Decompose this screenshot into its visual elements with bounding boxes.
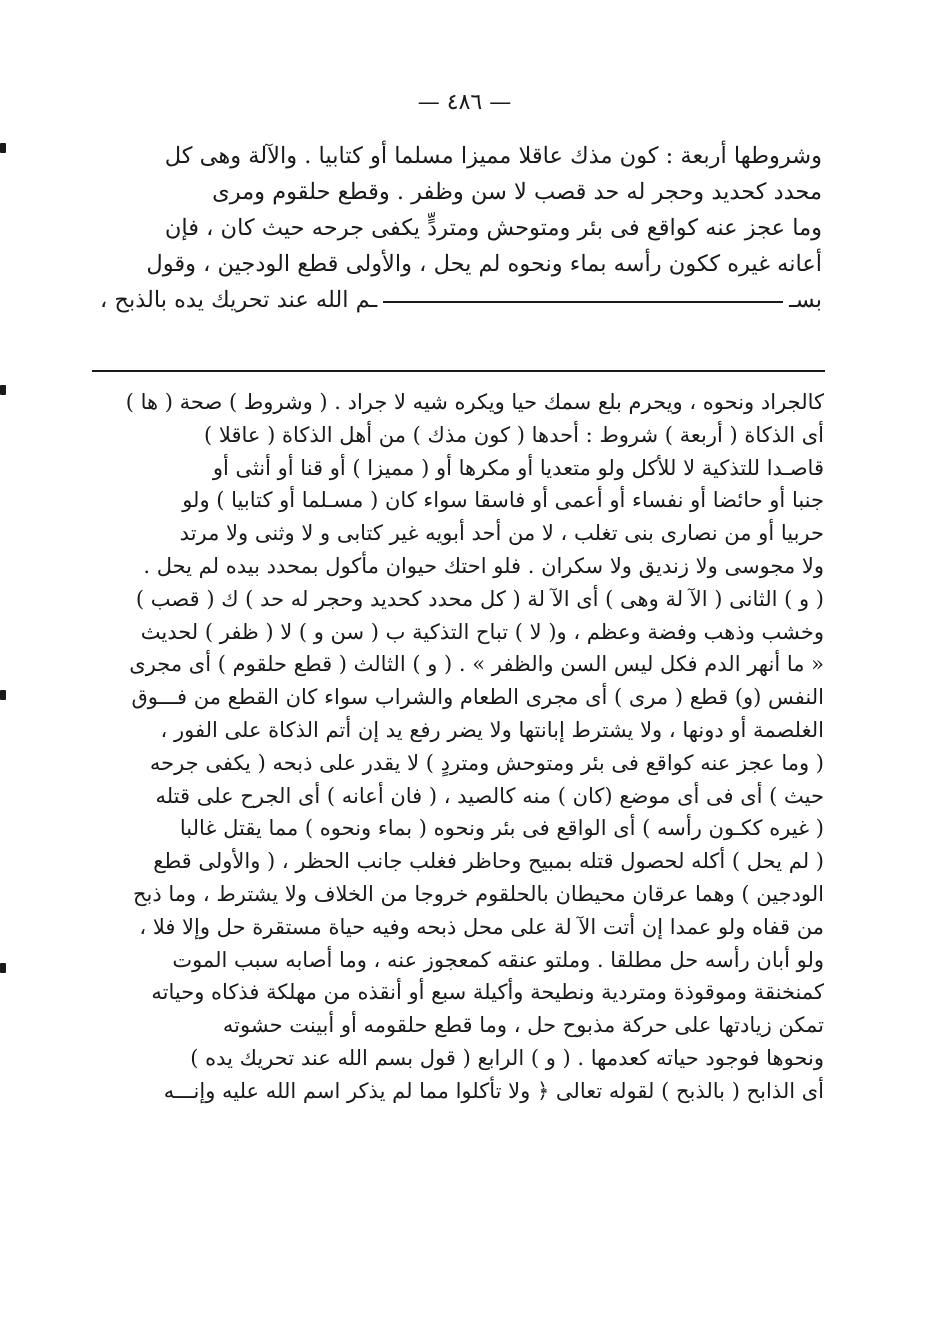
sharh-line: تمكن زيادتها على حركة مذبوح حل ، وما قطع حلقومه أو أبينت حشوته [222,1013,824,1038]
matn-line: أعانه غيره ككون رأسه بماء ونحوه لم يحل ، والأولى قطع الودجين ، وقول [146,251,822,277]
basmala-start: بسـ [789,287,822,313]
sharh-line: قاصـدا للتذكية لا للأكل ولو متعديا أو مكرها أو ( مميزا ) أو قنا أو أنثى أو [212,455,824,480]
sharh-line: جنبا أو حائضا أو نفساء أو أعمى أو فاسقا سواء كان ( مسـلما أو كتابيا ) ولو [182,488,824,513]
sharh-line: حربيا أو من نصارى بنى تغلب ، لا من أحد أبويه غير كتابى و لا وثنى ولا مرتد [179,521,824,546]
margin-binding-mark [0,963,6,973]
sharh-line: وخشب وذهب وفضة وعظم ، و( لا ) تباح التذكية ب ( سن و ) لا ( ظفر ) لحديث [140,619,824,644]
margin-binding-mark [0,690,6,700]
section-divider [92,370,825,372]
sharh-line: ونحوها فوجود حياته كعدمها . ( و ) الرابع ( قول بسم الله عند تحريك يده ) [190,1045,824,1070]
sharh-line: ( و ) الثانى ( الآ لة وهى ) أى الآ لة ( كل محدد كحديد وحجر له حد ) ك ( قصب ) [135,586,824,611]
basmala-end: ـم الله عند تحريك يده بالذبح ، [100,287,378,313]
sharh-line: أى الذابح ( بالذبح ) لقوله تعالى ﴿ ولا تأكلوا مما لم يذكر اسم الله عليه وإنـــه [163,1078,824,1103]
sharh-line: الودجين ) وهما عرقان محيطان بالحلقوم خروجا من الخلاف ولا يشترط ، وما ذبح [132,881,824,906]
sharh-text [96,386,824,1108]
sharh-line: الغلصمة أو دونها ، ولا يشترط إبانتها ولا يضر رفع يد إن أتم الذكاة على الفور ، [160,717,824,742]
sharh-line: حيث ) أى فى أى موضع (كان ) منه كالصيد ، ( فان أعانه ) أى الجرح على قتله [155,783,824,808]
matn-text [100,138,822,318]
sharh-line: ( وما عجز عنه كواقع فى بئر ومتوحش ومتردٍ ) لا يقدر على ذبحه ( يكفى جرحه [149,750,824,775]
sharh-line: ( لم يحل ) أكله لحصول قتله بمبيح وحاظر فغلب جانب الحظر ، ( والأولى قطع [153,849,824,874]
margin-binding-mark [0,385,6,395]
sharh-line: ولو أبان رأسه حل مطلقا . وملتو عنقه كمعجوز عنه ، وما أصابه سبب الموت [172,947,824,972]
sharh-line: النفس (و) قطع ( مرى ) أى مجرى الطعام والشراب سواء كان القطع من فـــوق [131,685,824,710]
sharh-line: كالجراد ونحوه ، ويحرم بلع سمك حيا ويكره شيه لا جراد . ( وشروط ) صحة ( ها ) [125,390,824,414]
sharh-line: ( غيره ككـون رأسه ) أى الواقع فى بئر ونحوه ( بماء ونحوه ) مما يقتل غالبا [179,816,824,841]
sharh-line: ولا مجوسى ولا زنديق ولا سكران . فلو احتك حيوان مأكول بمحدد بيده لم يحل . [143,553,824,578]
page-number: — ٤٨٦ — [417,90,512,115]
sharh-line: « ما أنهر الدم فكل ليس السن والظفر » . ( و ) الثالث ( قطع حلقوم ) أى مجرى [129,652,824,677]
matn-line: وما عجز عنه كواقع فى بئر ومتوحش ومتردٍّ يكفى جرحه حيث كان ، فإن [164,215,822,241]
sharh-line: أى الذكاة ( أربعة ) شروط : أحدها ( كون مذك ) من أهل الذكاة ( عاقلا ) [204,422,824,447]
matn-line: وشروطها أربعة : كون مذك عاقلا مميزا مسلما أو كتابيا . والآلة وهى كل [164,143,822,169]
sharh-line: من قفاه ولو عمدا إن أتت الآ لة على محل ذبحه وفيه حياة مستقرة حل وإلا فلا ، [139,914,824,939]
basmala-stretch-rule [383,301,783,303]
sharh-line: كمنخنقة وموقوذة ومتردية ونطيحة وأكيلة سبع أو أنقذه من مهلكة فذكاه وحياته [151,980,824,1005]
matn-basmala-line [100,282,822,318]
matn-line: محدد كحديد وحجر له حد قصب لا سن وظفر . وقطع حلقوم ومرى [212,179,822,205]
margin-binding-mark [0,143,6,153]
